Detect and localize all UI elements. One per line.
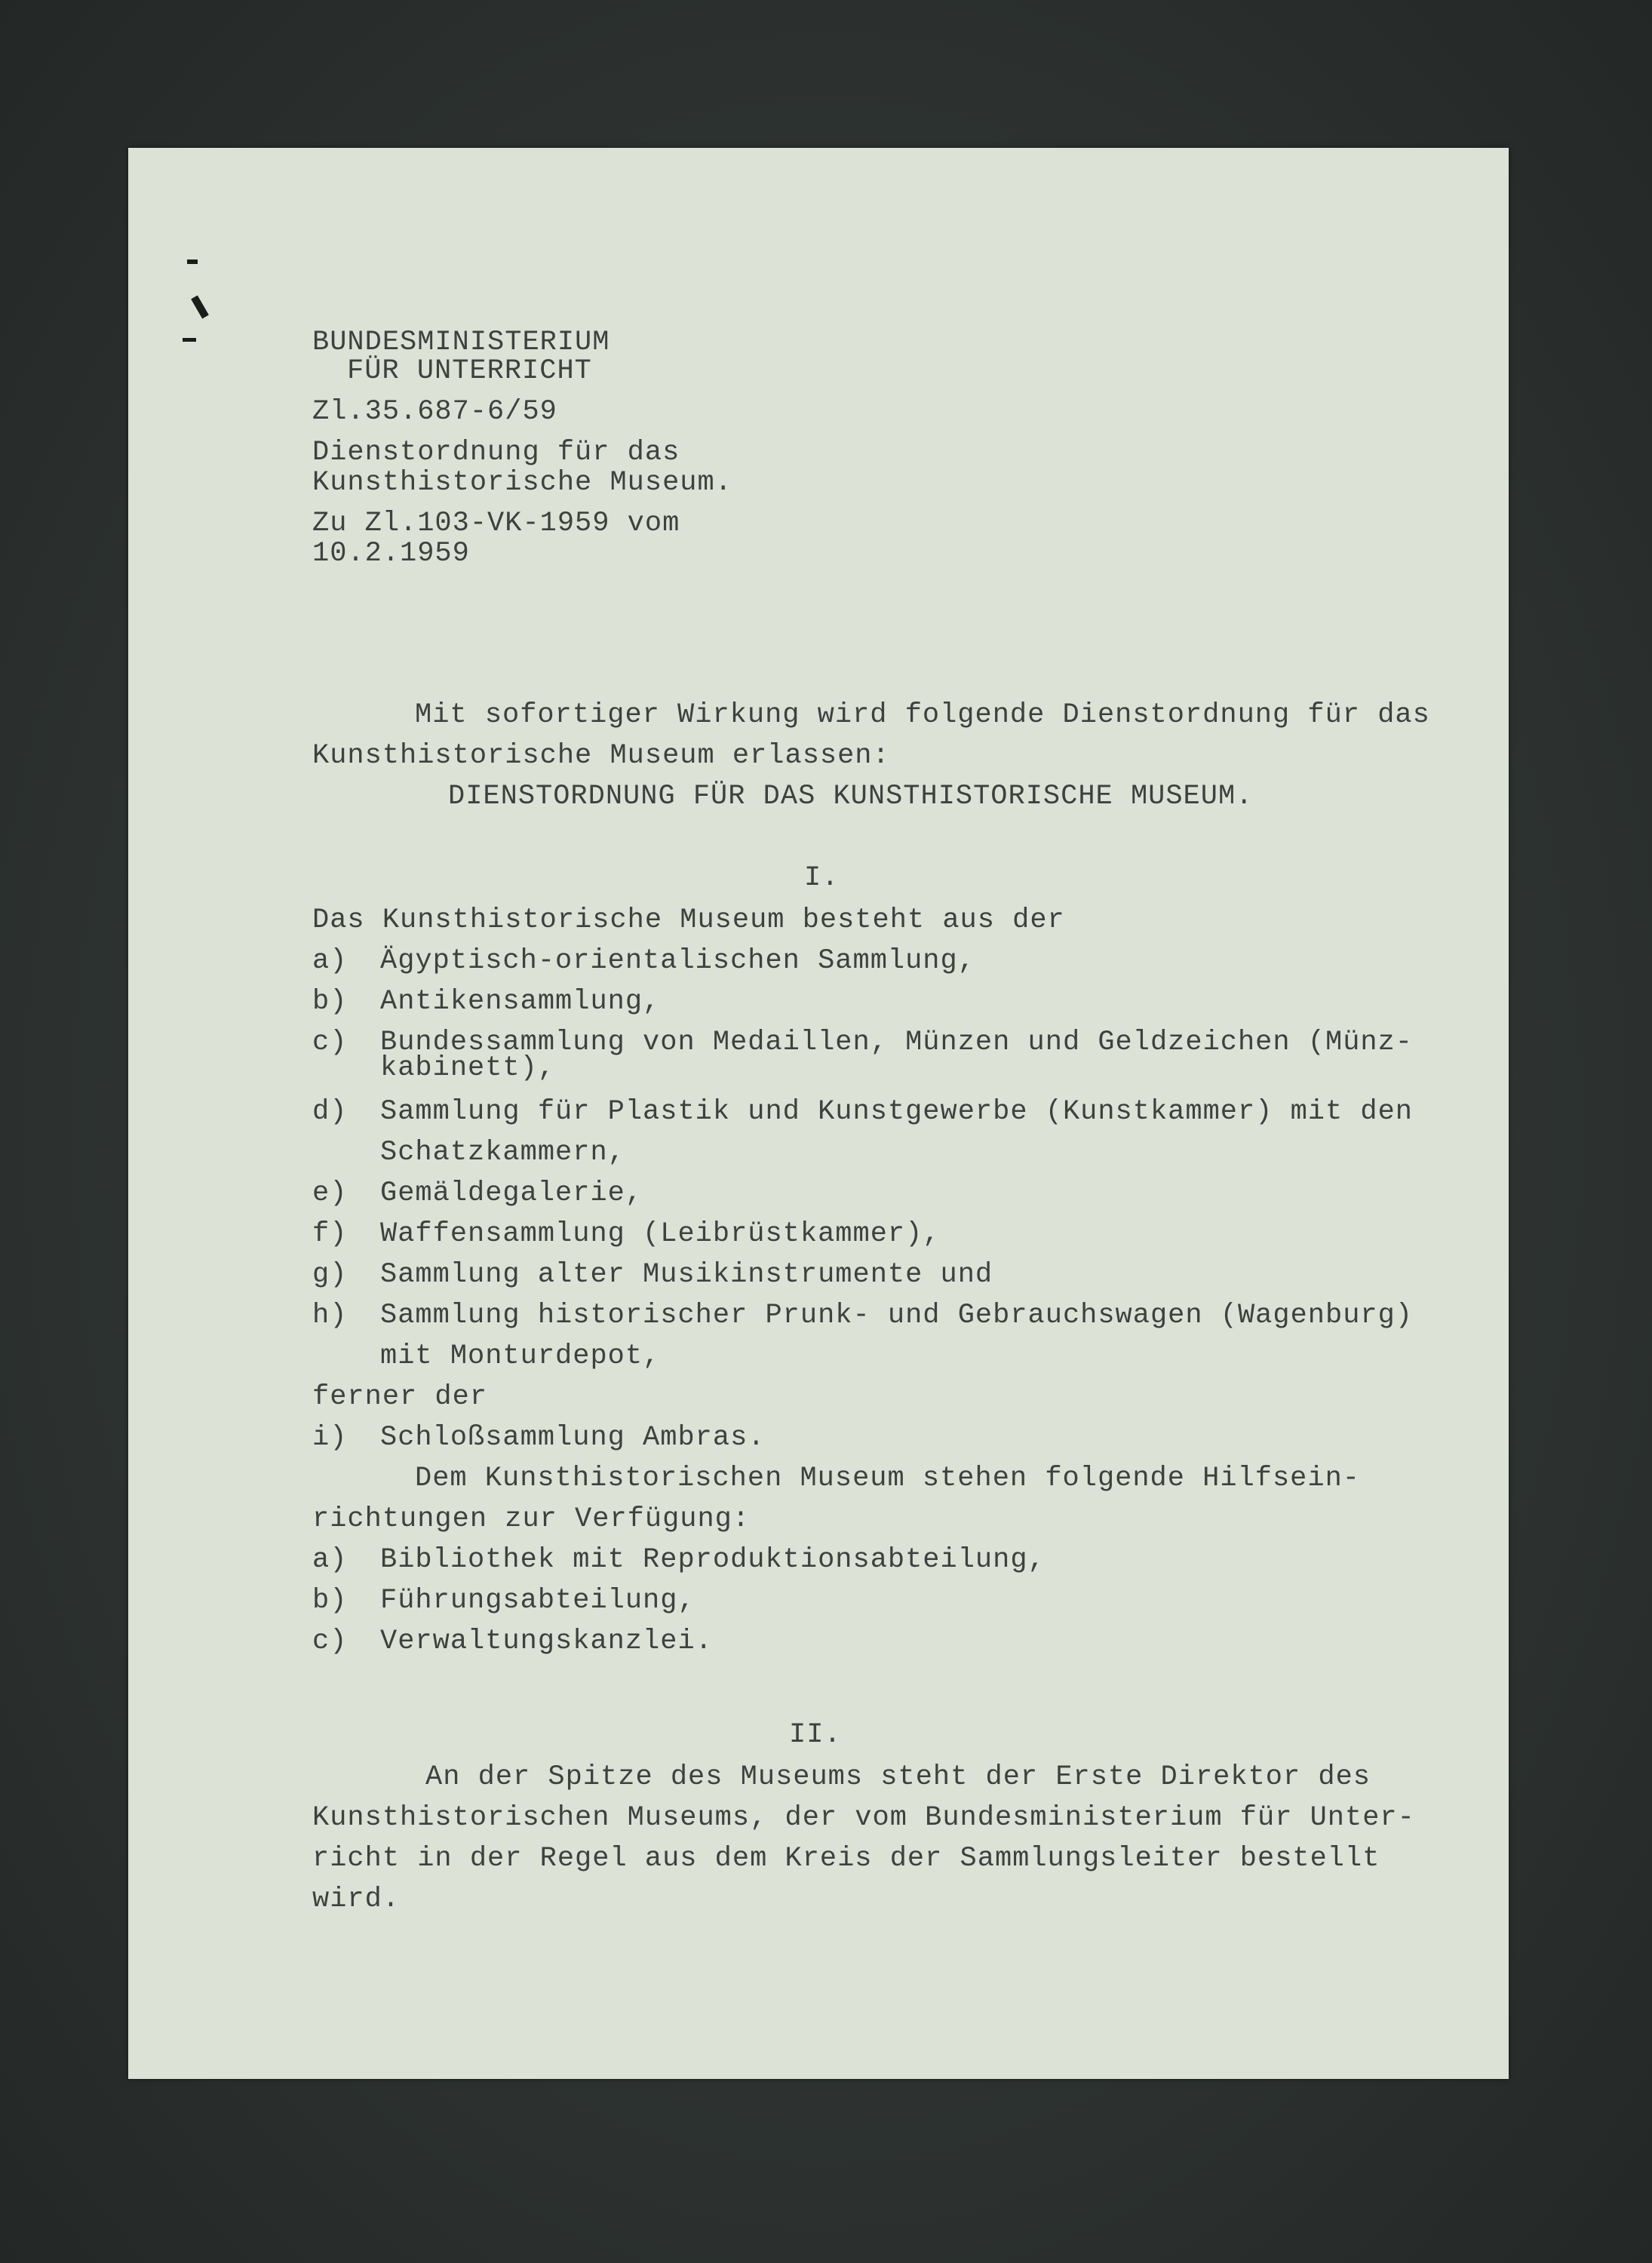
document-heading: DIENSTORDNUNG FÜR DAS KUNSTHISTORISCHE MUSEUM. bbox=[448, 781, 1254, 812]
staple-mark bbox=[191, 296, 209, 319]
list-item-letter: i) bbox=[312, 1422, 348, 1454]
aux-lead-line-2: richtungen zur Verfügung: bbox=[312, 1503, 751, 1535]
reference-number: Zl.35.687-6/59 bbox=[312, 396, 557, 428]
subject-line-2: Kunsthistorische Museum. bbox=[312, 467, 732, 499]
list-item-letter: c) bbox=[312, 1626, 348, 1657]
list-item: Ägyptisch-orientalischen Sammlung, bbox=[380, 945, 975, 977]
list-item-letter: f) bbox=[312, 1218, 348, 1250]
intro-line-2: Kunsthistorische Museum erlassen: bbox=[312, 740, 890, 772]
list-item: Antikensammlung, bbox=[380, 986, 661, 1018]
section-numeral-2: II. bbox=[789, 1719, 842, 1751]
document-page bbox=[128, 148, 1509, 2079]
list-item: Waffensammlung (Leibrüstkammer), bbox=[380, 1218, 941, 1250]
list-item-continuation: mit Monturdepot, bbox=[380, 1340, 661, 1372]
list-item: Bundessammlung von Medaillen, Münzen und Geldzeichen (Münz- bbox=[380, 1027, 1414, 1058]
staple-mark bbox=[187, 259, 198, 264]
ministry-subname: FÜR UNTERRICHT bbox=[347, 355, 592, 387]
list-item-letter: a) bbox=[312, 945, 348, 977]
section-2-line-2: Kunsthistorischen Museums, der vom Bundesministerium für Unter- bbox=[312, 1802, 1415, 1834]
intro-line-1: Mit sofortiger Wirkung wird folgende Dienstordnung für das bbox=[415, 699, 1430, 731]
list-item-letter: b) bbox=[312, 986, 348, 1018]
aux-lead-line-1: Dem Kunsthistorischen Museum stehen folgende Hilfsein- bbox=[415, 1463, 1360, 1494]
list-item-letter: c) bbox=[312, 1027, 348, 1058]
section-1-lead: Das Kunsthistorische Museum besteht aus der bbox=[312, 904, 1065, 936]
ref-to-line-1: Zu Zl.103-VK-1959 vom bbox=[312, 508, 680, 539]
section-2-line-4: wird. bbox=[312, 1884, 401, 1915]
list-item-letter: g) bbox=[312, 1259, 348, 1291]
list-item: Gemäldegalerie, bbox=[380, 1178, 643, 1209]
further-label: ferner der bbox=[312, 1381, 488, 1413]
list-item-continuation: Schatzkammern, bbox=[380, 1137, 625, 1168]
list-item: Sammlung historischer Prunk- und Gebrauchswagen (Wagenburg) bbox=[380, 1300, 1414, 1331]
section-2-line-3: richt in der Regel aus dem Kreis der Sammlungsleiter bestellt bbox=[312, 1843, 1380, 1875]
ministry-name: BUNDESMINISTERIUM bbox=[312, 327, 610, 358]
list-item: Sammlung alter Musikinstrumente und bbox=[380, 1259, 993, 1291]
ref-to-line-2: 10.2.1959 bbox=[312, 538, 470, 570]
list-item-letter: b) bbox=[312, 1585, 348, 1617]
subject-line-1: Dienstordnung für das bbox=[312, 437, 680, 468]
list-item-continuation: kabinett), bbox=[380, 1052, 556, 1084]
list-item-letter: d) bbox=[312, 1096, 348, 1128]
list-item-letter: e) bbox=[312, 1178, 348, 1209]
section-numeral-1: I. bbox=[804, 862, 840, 894]
section-2-line-1: An der Spitze des Museums steht der Erste Direktor des bbox=[425, 1761, 1371, 1793]
list-item: Führungsabteilung, bbox=[380, 1585, 695, 1617]
list-item: Schloßsammlung Ambras. bbox=[380, 1422, 766, 1454]
list-item-letter: a) bbox=[312, 1544, 348, 1576]
list-item: Bibliothek mit Reproduktionsabteilung, bbox=[380, 1544, 1046, 1576]
list-item: Sammlung für Plastik und Kunstgewerbe (Kunstkammer) mit den bbox=[380, 1096, 1414, 1128]
list-item-letter: h) bbox=[312, 1300, 348, 1331]
list-item: Verwaltungskanzlei. bbox=[380, 1626, 713, 1657]
staple-mark bbox=[183, 338, 196, 342]
